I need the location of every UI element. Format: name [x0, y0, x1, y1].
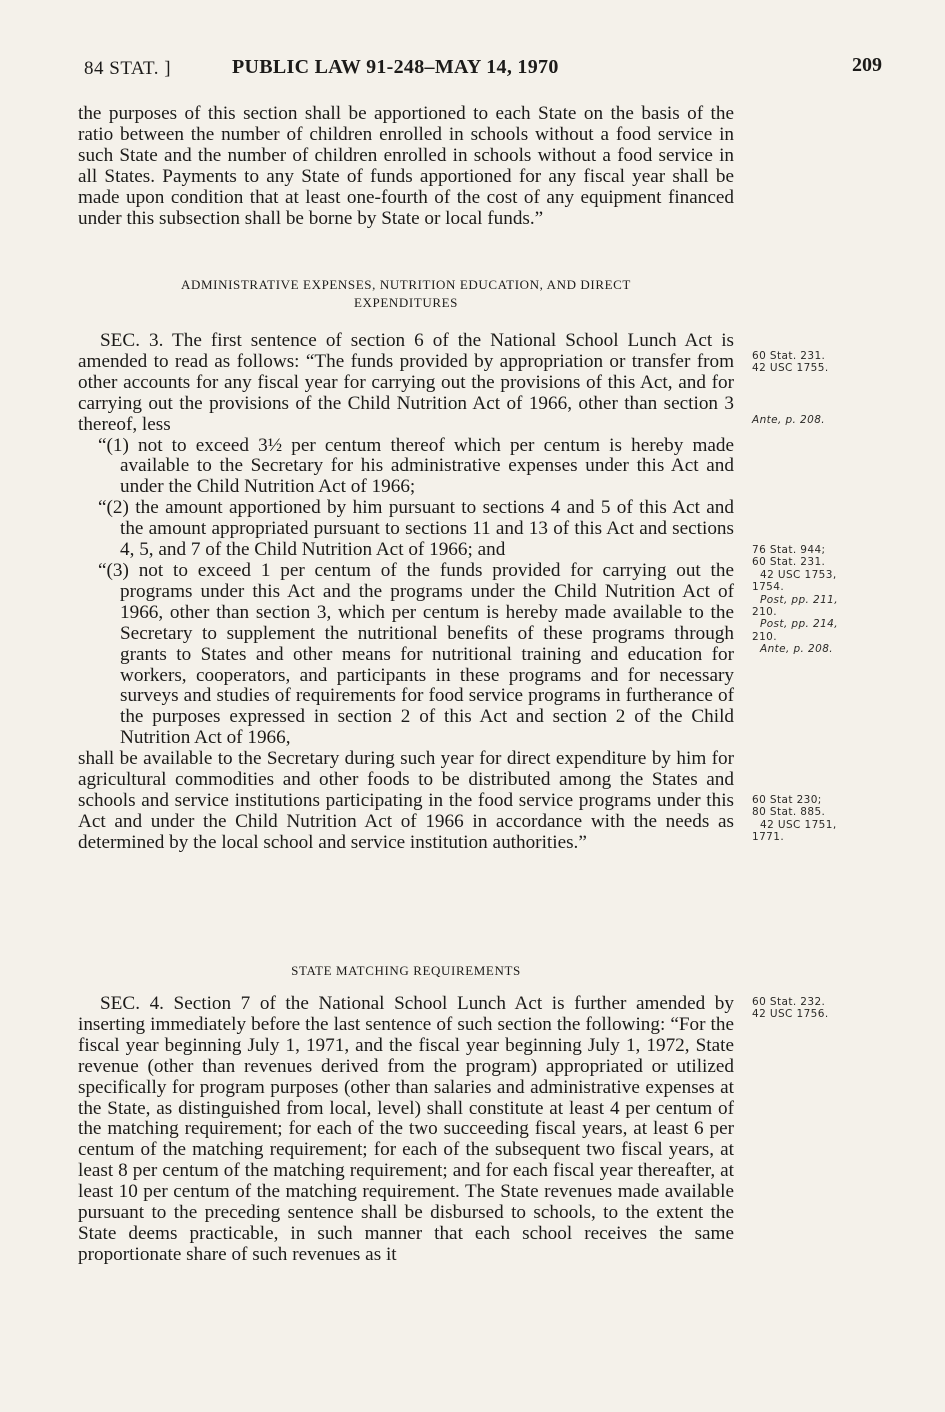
note-line: Post, pp. 211,: [760, 593, 839, 606]
page-header: [84, 52, 882, 84]
note-line: 210.: [752, 630, 777, 643]
sec3-item-1: “(1) not to exceed 3½ per centum thereof which per centum is hereby made available to the Secretary for his administrative expenses under this Act and under the Child Nutrition Act of 1966;: [98, 434, 734, 498]
note-line: 42 USC 1755.: [752, 362, 829, 375]
note-line: 1771.: [752, 831, 785, 844]
note-line: Ante, p. 208.: [760, 643, 834, 656]
continued-paragraph: [78, 104, 734, 229]
paragraph-text: the purposes of this section shall be apportioned to each State on the basis of the ratio between the number of children enrolled in schools without a food service in such State and the number of children enrolled in schools without a food service in all States. Payments to any State of funds apportioned for any fiscal year shall be made upon condition that at least one-fourth of the cost of any equipment financed under this subsection shall be borne by State or local funds.”: [78, 103, 734, 229]
section-heading-administrative: [78, 276, 734, 312]
section-3: [78, 331, 734, 854]
note-line: 1754.: [752, 581, 785, 594]
note-line: 60 Stat. 232.: [752, 996, 826, 1008]
sec3-intro: SEC. 3. The first sentence of section 6 of the National School Lunch Act is amended to read as follows: “The funds provided by appropriation or transfer from other accounts for any fiscal year for carrying out the provisions of this Act, and for carrying out the provisions of the Child Nutrition Act of 1966, other than section 3 thereof, less: [78, 330, 734, 435]
note-line: 80 Stat. 885.: [752, 806, 826, 819]
note-line: 76 Stat. 944;: [752, 544, 826, 556]
margin-note-citation: [752, 414, 825, 426]
sec3-closing: shall be available to the Secretary during such year for direct expenditure by him for agricultural commodities and other foods to be distributed among the States and schools and service institutions participating in the food service programs under this Act and under the Child Nutrition Act of 1966 in accordance with the needs as determined by the local school and service institution authorities.”: [78, 748, 734, 853]
page-number: 209: [852, 54, 882, 76]
heading-line: STATE MATCHING REQUIREMENTS: [291, 963, 521, 978]
note-line: 60 Stat. 231.: [752, 556, 826, 569]
note-line: 60 Stat 230;: [752, 794, 822, 806]
note-line: Post, pp. 214,: [760, 618, 839, 631]
section-heading-state-matching: [78, 962, 734, 980]
law-title: PUBLIC LAW 91-248–MAY 14, 1970: [232, 56, 559, 78]
section-4: [78, 994, 734, 1266]
margin-note-citation: [752, 794, 837, 844]
margin-note-citation: [752, 544, 838, 656]
margin-note-citation: [752, 350, 829, 375]
sec3-item-3: “(3) not to exceed 1 per centum of the funds provided for carrying out the programs under this Act and the programs under the Child Nutrition Act of 1966, other than section 3, which per centum is hereby made available to the Secretary to supplement the nutritional benefits of these programs through grants to States and other means for nutritional training and education for workers, cooperators, and participants in these programs and for necessary surveys and studies of requirements for food service programs in furtherance of the purposes expressed in section 2 of this Act and section 2 of the Child Nutrition Act of 1966,: [98, 559, 734, 749]
heading-line: EXPENDITURES: [354, 295, 458, 310]
sec4-text: SEC. 4. Section 7 of the National School Lunch Act is further amended by inserting immediately before the last sentence of such section the following: “For the fiscal year beginning July 1, 1971, and the fiscal year beginning July 1, 1972, State revenue (other than revenues derived from the program) appropriated or utilized specifically for program purposes (other than salaries and administrative expenses at the State, as distinguished from local, level) shall constitute at least 4 per centum of the matching requirement; for each of the two succeeding fiscal years, at least 6 per centum of the matching requirement; for each of the subsequent two fiscal years, at least 8 per centum of the matching requirement; and for each fiscal year thereafter, at least 10 per centum of the matching requirement. The State revenues made available pursuant to the preceding sentence shall be disbursed to schools, to the extent the State deems practicable, in such manner that each school receives the same proportionate share of such revenues as it: [78, 993, 734, 1265]
note-line: 42 USC 1753,: [760, 568, 837, 581]
margin-note-citation: [752, 996, 829, 1021]
note-line: 42 USC 1756.: [752, 1008, 829, 1021]
note-line: 210.: [752, 606, 777, 619]
heading-line: ADMINISTRATIVE EXPENSES, NUTRITION EDUCATION, AND DIRECT: [181, 277, 631, 292]
statute-volume: 84 STAT. ]: [84, 58, 172, 79]
sec3-item-2: “(2) the amount apportioned by him pursuant to sections 4 and 5 of this Act and the amount appropriated pursuant to sections 11 and 13 of this Act and sections 4, 5, and 7 of the Child Nutrition Act of 1966; and: [98, 497, 734, 561]
note-line: Ante, p. 208.: [752, 414, 826, 426]
note-line: 60 Stat. 231.: [752, 350, 826, 362]
note-line: 42 USC 1751,: [760, 818, 837, 831]
